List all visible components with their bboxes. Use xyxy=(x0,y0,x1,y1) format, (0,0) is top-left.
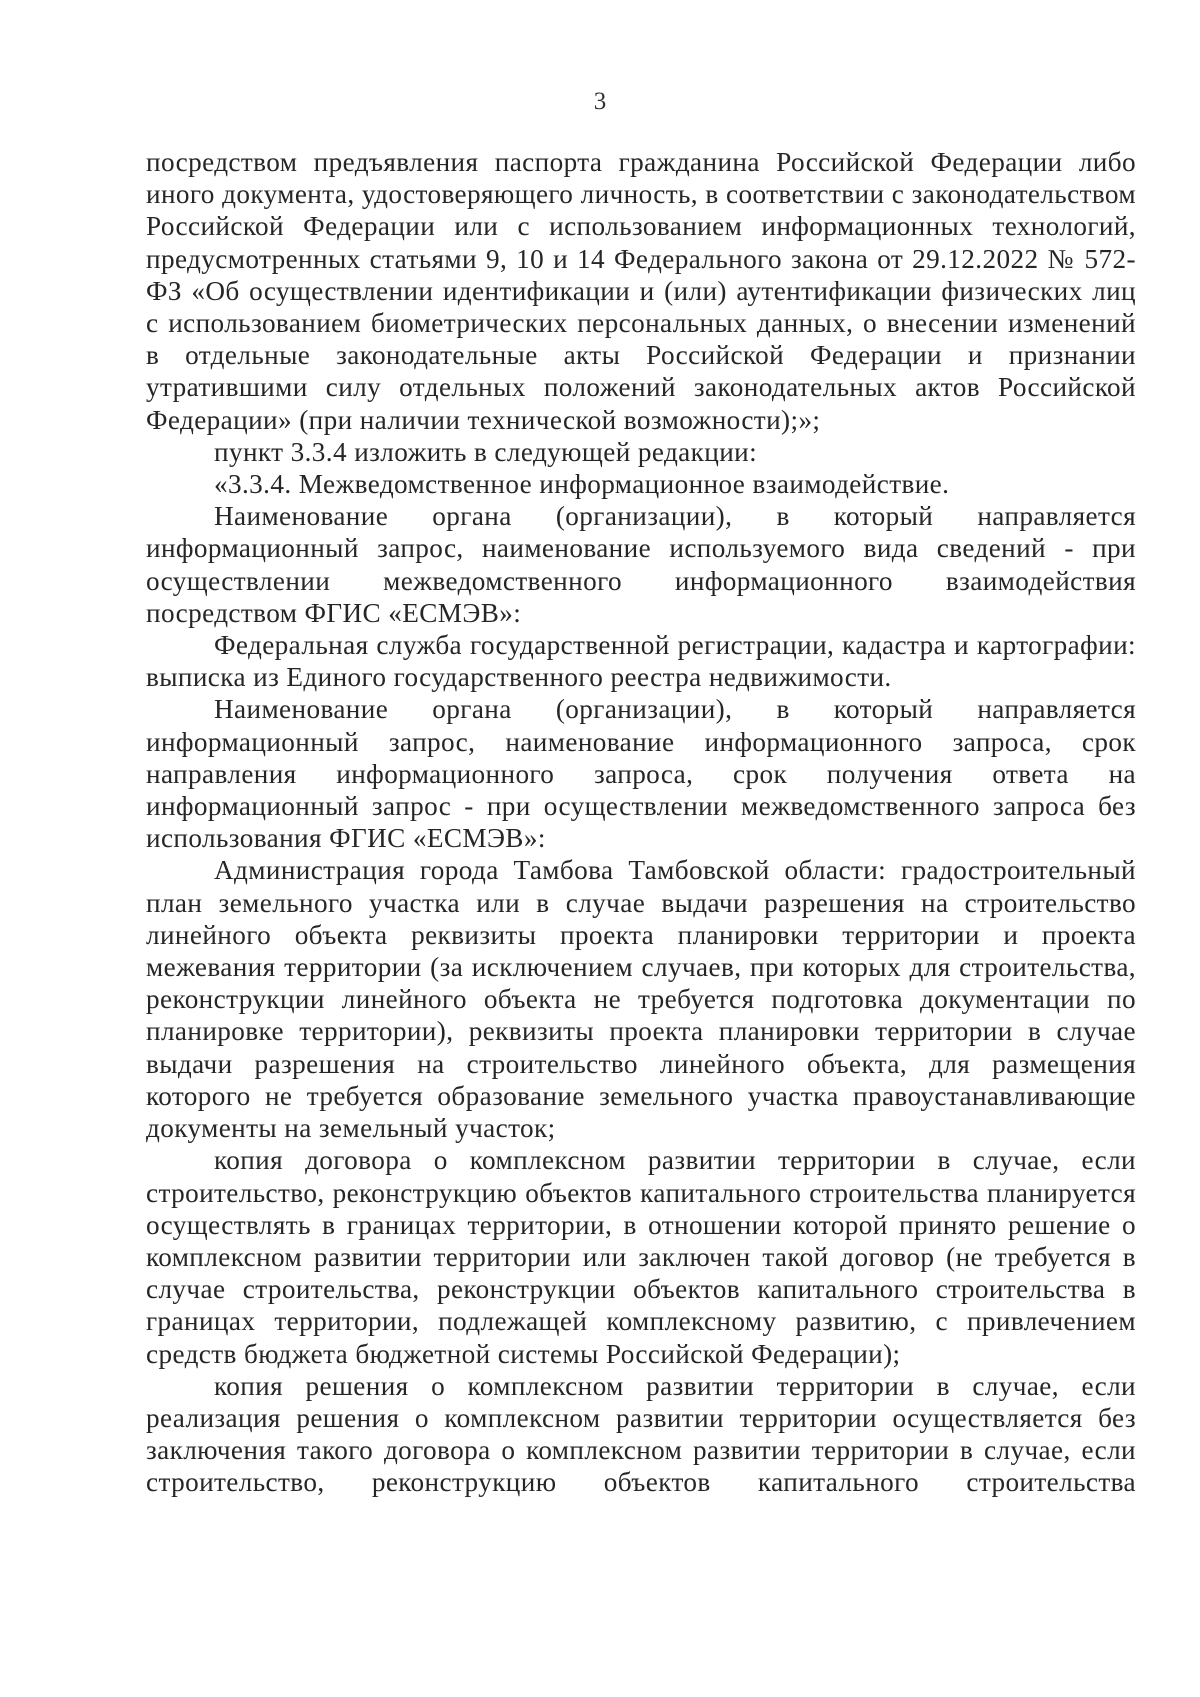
paragraph-esmev-request: Наименование органа (организации), в который направляется информационный запрос, наименование используемого вида сведений - при осуществлении межведомственного информационного взаимодействия посредством ФГИС «ЕСМЭВ»: xyxy=(146,501,1136,628)
paragraph-amend-3-3-4: пункт 3.3.4 изложить в следующей редакции: xyxy=(214,436,758,467)
paragraph-development-decision: копия решения о комплексном развитии территории в случае, если реализация решения о комплексном развитии территории осуществляется без заключения такого договора о комплексном развитии территории в случае, если строительство, реконструкцию объектов капитального строительства xyxy=(146,1370,1136,1498)
paragraph-identification-methods: посредством предъявления паспорта гражданина Российской Федерации либо иного документа, удостоверяющего личность, в соответствии с законодательством Российской Федерации или с использованием информационных технологий, предусмотренных статьями 9, 10 и 14 Федерального закона от 29.12.2022 № 572-ФЗ «Об осуществлении идентификации и (или) аутентификации физических лиц с использованием биометрических персональных данных, о внесении изменений в отдельные законодательные акты Российской Федерации и признании утратившими силу отдельных положений законодательных актов Российской Федерации» (при наличии технической возможности);»; xyxy=(146,147,1136,435)
page-number: 3 xyxy=(593,88,607,115)
paragraph-non-esmev-request: Наименование органа (организации), в который направляется информационный запрос, наименование информационного запроса, срок направления информационного запроса, срок получения ответа на информационный запрос - при осуществлении межведомственного запроса без использования ФГИС «ЕСМЭВ»: xyxy=(146,694,1136,854)
paragraph-development-contract: копия договора о комплексном развитии территории в случае, если строительство, реконструкцию объектов капитального строительства планируется осуществлять в границах территории, в отношении которой принято решение о комплексном развитии территории или заключен такой договор (не требуется в случае строительства, реконструкции объектов капитального строительства в границах территории, подлежащей комплексному развитию, с привлечением средств бюджета бюджетной системы Российской Федерации); xyxy=(146,1145,1136,1369)
paragraph-heading-3-3-4: «3.3.4. Межведомственное информационное взаимодействие. xyxy=(214,469,950,500)
paragraph-rosreestr: Федеральная служба государственной регистрации, кадастра и картографии: выписка из Единого государственного реестра недвижимости. xyxy=(146,630,1136,693)
paragraph-tambov-administration: Администрация города Тамбова Тамбовской области: градостроительный план земельного участка или в случае выдачи разрешения на строительство линейного объекта реквизиты проекта планировки территории и проекта межевания территории (за исключением случаев, при которых для строительства, реконструкции линейного объекта не требуется подготовка документации по планировке территории), реквизиты проекта планировки территории в случае выдачи разрешения на строительство линейного объекта, для размещения которого не требуется образование земельного участка правоустанавливающие документы на земельный участок; xyxy=(146,855,1136,1144)
document-body xyxy=(146,146,1136,1499)
